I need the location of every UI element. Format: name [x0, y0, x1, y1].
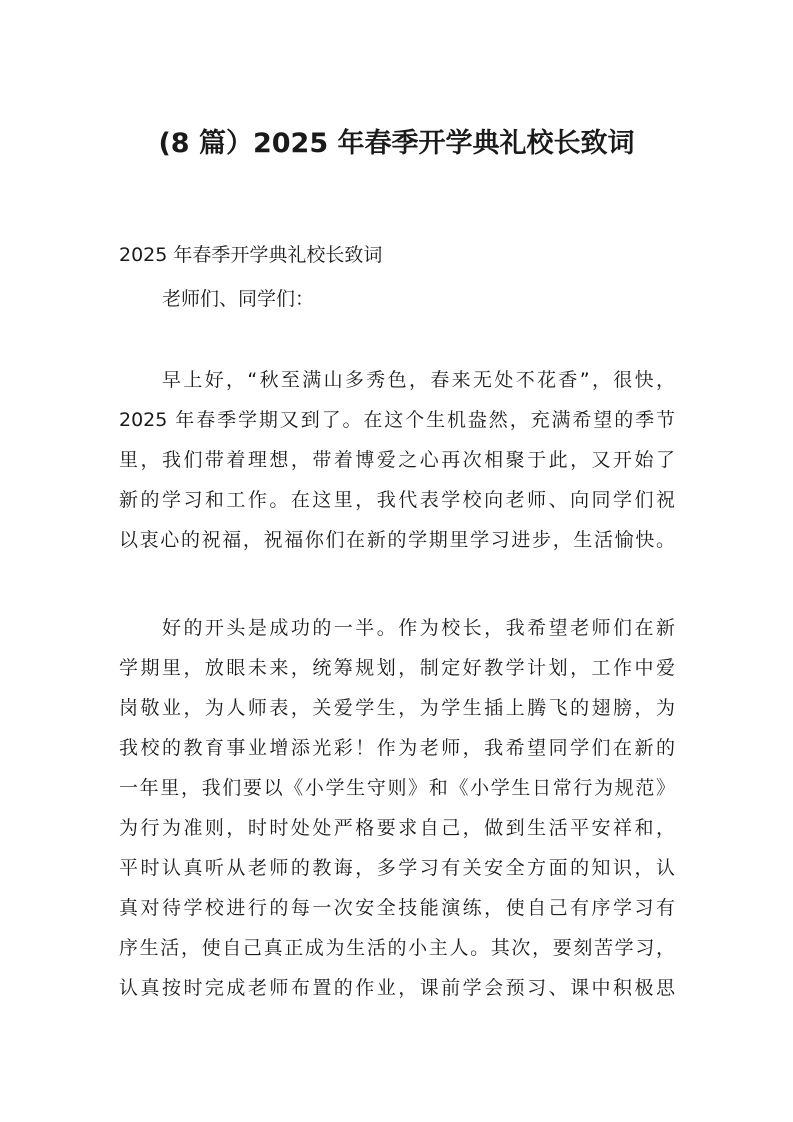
paragraph-line: 以衷心的祝福，祝福你们在新的学期里学习进步，生活愉快。 — [119, 529, 675, 551]
paragraph-line: 好的开头是成功的一半。作为校长，我希望老师们在新 — [162, 617, 675, 639]
paragraph-line: 一年里，我们要以《小学生守则》和《小学生日常行为规范》 — [119, 777, 675, 799]
speech-heading: 2025 年春季开学典礼校长致词 — [119, 244, 383, 266]
paragraph-line: 序生活，使自己真正成为生活的小主人。其次，要刻苦学习， — [119, 937, 675, 959]
paragraph-line: 为行为准则，时时处处严格要求自己，做到生活平安祥和， — [119, 817, 675, 839]
paragraph-line: 2025 年春季学期又到了。在这个生机盎然，充满希望的季节 — [119, 409, 675, 431]
paragraph-line: 岗敬业，为人师表，关爱学生，为学生插上腾飞的翅膀，为 — [119, 697, 675, 719]
paragraph-line: 学期里，放眼未来，统筹规划，制定好教学计划，工作中爱 — [119, 657, 675, 679]
paragraph-line: 里，我们带着理想，带着博爱之心再次相聚于此，又开始了 — [119, 449, 675, 471]
paragraph-line: 新的学习和工作。在这里，我代表学校向老师、向同学们祝 — [119, 489, 675, 511]
document-title: (8 篇）2025 年春季开学典礼校长致词 — [158, 128, 635, 159]
paragraph-line: 我校的教育事业增添光彩！作为老师，我希望同学们在新的 — [119, 737, 675, 759]
paragraph-1 — [119, 360, 675, 560]
paragraph-line: 早上好，“秋至满山多秀色，春来无处不花香”，很快， — [162, 369, 675, 391]
paragraph-line: 平时认真听从老师的教诲，多学习有关安全方面的知识，认 — [119, 857, 675, 879]
paragraph-line: 真对待学校进行的每一次安全技能演练，使自己有序学习有 — [119, 897, 675, 919]
paragraph-2 — [119, 608, 675, 1008]
paragraph-line: 认真按时完成老师布置的作业，课前学会预习、课中积极思 — [119, 977, 675, 999]
salutation: 老师们、同学们： — [162, 288, 315, 310]
